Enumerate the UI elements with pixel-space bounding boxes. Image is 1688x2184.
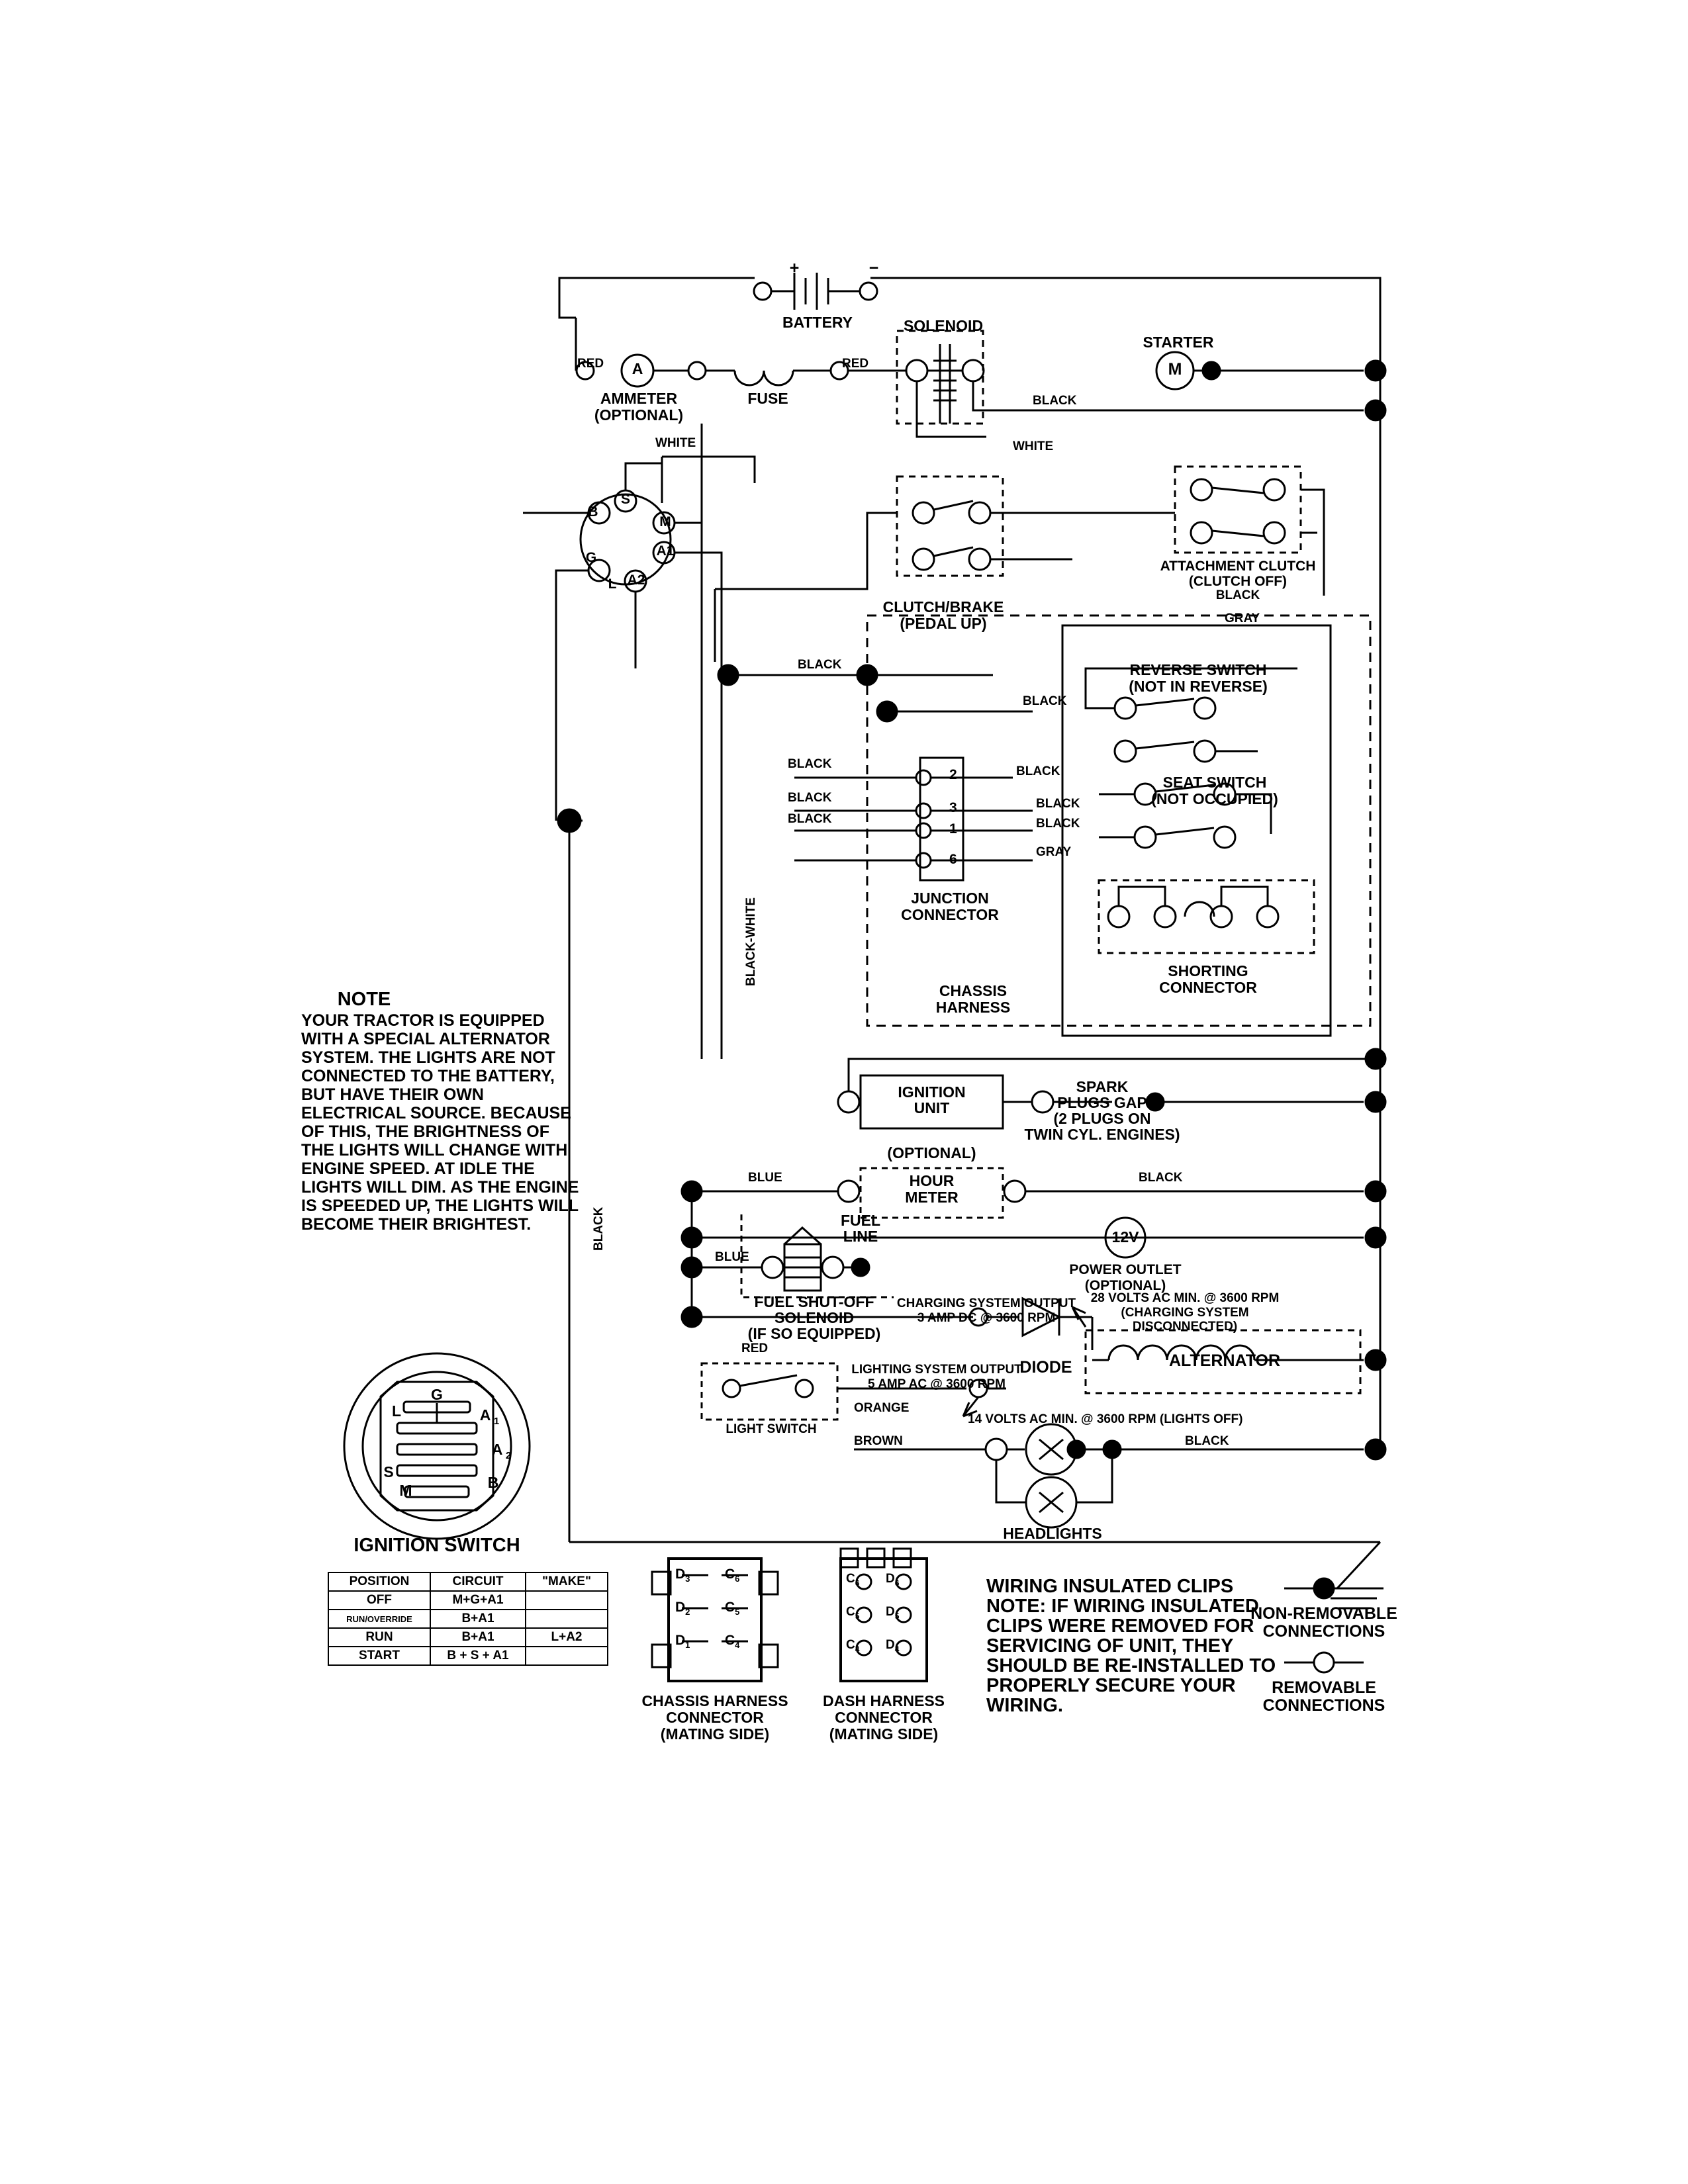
wire-label-black-hour: BLACK	[1139, 1171, 1183, 1185]
cell-circuit-runoverride: B+A1	[430, 1610, 526, 1628]
chassis-pin-d2: $D_2$	[675, 1600, 690, 1617]
fuel-line-label: FUEL	[840, 1212, 881, 1229]
wire-label-brown: BROWN	[854, 1434, 903, 1448]
wire-label-blue-2: BLUE	[715, 1250, 749, 1264]
wire-label-black-main: BLACK	[798, 658, 842, 672]
ign-terminal-l: L	[608, 576, 617, 592]
chassis-connector-label: CHASSIS HARNESS	[641, 1692, 788, 1709]
ign-face-a2: A	[491, 1441, 503, 1458]
ammeter-symbol: A	[632, 360, 643, 377]
wire-label-black-b: BLACK	[1016, 764, 1060, 778]
wire-label-gray-seat: GRAY	[1036, 845, 1072, 859]
cell-position-run: RUN	[328, 1628, 430, 1647]
diode-label: DIODE	[1019, 1358, 1072, 1377]
charging-output-label2: 3 AMP DC @ 3600 RPM	[917, 1311, 1056, 1325]
ign-face-g: G	[431, 1386, 443, 1403]
solenoid-label: SOLENOID	[903, 317, 984, 334]
shorting-connector-label2: CONNECTOR	[1159, 979, 1257, 996]
dash-pin-d4: $D_4$	[886, 1638, 900, 1654]
cell-position-runoverride: RUN/OVERRIDE	[328, 1610, 430, 1628]
seat-switch-state-label: (NOT OCCUPIED)	[1151, 790, 1278, 807]
charging-volts-label: 28 VOLTS AC MIN. @ 3600 RPM	[1090, 1291, 1280, 1305]
ign-terminal-g: G	[585, 550, 597, 565]
starter-symbol: M	[1168, 360, 1182, 379]
chassis-pin-c4: $C_4$	[725, 1633, 740, 1651]
ign-face-m: M	[399, 1482, 412, 1499]
chassis-pin-d1: $D_1$	[675, 1633, 690, 1651]
ign-terminal-b: B	[588, 504, 598, 520]
table-row	[328, 1591, 608, 1610]
wire-label-white-left: WHITE	[655, 436, 696, 450]
clips-note-line5: SHOULD BE RE-INSTALLED TO	[986, 1655, 1276, 1676]
wire-label-white-right: WHITE	[1013, 439, 1054, 453]
battery-label: BATTERY	[782, 314, 853, 331]
power-outlet-label: POWER OUTLET	[1069, 1262, 1182, 1277]
spark-plugs-label3: (2 PLUGS ON	[1053, 1110, 1151, 1127]
ign-face-l: L	[391, 1402, 402, 1420]
wire-label-black-g: BLACK	[788, 812, 832, 826]
junction-connector-label2: CONNECTOR	[901, 906, 999, 923]
wire-label-red-1: RED	[577, 357, 604, 371]
attachment-clutch-label: ATTACHMENT CLUTCH	[1160, 559, 1316, 574]
clips-note-line4: SERVICING OF UNIT, THEY	[986, 1635, 1234, 1657]
table-row	[328, 1647, 608, 1665]
hour-meter-label2: METER	[905, 1189, 959, 1206]
battery-minus-label: −	[868, 259, 879, 277]
cell-make-runoverride	[526, 1610, 608, 1628]
cell-circuit-start: B + S + A1	[430, 1647, 526, 1665]
seat-switch-label: SEAT SWITCH	[1162, 774, 1267, 791]
reverse-switch-label: REVERSE SWITCH	[1129, 661, 1267, 678]
charging-volts-label2: (CHARGING SYSTEM DISCONNECTED)	[1121, 1306, 1249, 1334]
ign-face-a1: A	[479, 1406, 491, 1424]
ignition-unit-label: IGNITION	[898, 1083, 966, 1101]
charging-output-label: CHARGING SYSTEM OUTPUT	[896, 1297, 1076, 1310]
chassis-pin-c5: $C_5$	[725, 1600, 740, 1617]
junction-pin-6: 6	[949, 852, 957, 867]
table-row	[328, 1628, 608, 1647]
hour-meter-optional-label: (OPTIONAL)	[887, 1144, 976, 1161]
junction-pin-1: 1	[949, 821, 957, 837]
wire-label-red-2: RED	[842, 357, 869, 371]
dash-connector-label: DASH HARNESS	[822, 1692, 945, 1709]
ign-face-b: B	[487, 1474, 499, 1491]
note-body: YOUR TRACTOR IS EQUIPPED WITH A SPECIAL ALTERNATOR SYSTEM. THE LIGHTS ARE NOT CONNECTED TO THE BATTERY, BUT HAVE THEIR OWN ELECTRICAL SOURCE. BECAUSE OF THIS, THE BRIGHTNESS OF THE LIGHTS WILL CHANGE WITH ENGINE SPEED. AT IDLE THE LIGHTS WILL DIM. AS THE ENGINE IS SPEEDED UP, THE LIGHTS WILL BECOME THEIR BRIGHTEST.	[301, 1011, 579, 1234]
fuel-shutoff-label3: (IF SO EQUIPPED)	[747, 1325, 881, 1342]
junction-pin-3: 3	[949, 800, 957, 815]
ign-face-a1-sub: 1	[493, 1416, 500, 1427]
chassis-pin-d3: $D_3$	[675, 1567, 690, 1584]
wire-label-black-e: BLACK	[788, 757, 832, 771]
wire-label-black-white-vertical: BLACK-WHITE	[744, 897, 758, 986]
dash-pin-c5: $C_5$	[846, 1605, 860, 1621]
alternator-label: ALTERNATOR	[1168, 1351, 1281, 1370]
reverse-switch-state-label: (NOT IN REVERSE)	[1129, 678, 1268, 695]
dash-connector-label2: CONNECTOR	[835, 1709, 933, 1726]
lighting-output-label: LIGHTING SYSTEM OUTPUT	[851, 1363, 1022, 1377]
ign-terminal-m: M	[659, 514, 671, 529]
note-title: NOTE	[337, 989, 391, 1010]
ammeter-label: AMMETER	[600, 390, 678, 407]
spark-plugs-label4: TWIN CYL. ENGINES)	[1024, 1126, 1180, 1143]
wire-label-black-starter: BLACK	[1033, 394, 1077, 408]
ammeter-optional-label: (OPTIONAL)	[594, 406, 684, 424]
cell-make-start	[526, 1647, 608, 1665]
wire-label-black-attach: BLACK	[1215, 588, 1260, 602]
dash-pin-d6: $D_6$	[886, 1572, 900, 1588]
light-switch-label: LIGHT SWITCH	[726, 1422, 817, 1436]
lighting-output-label2: 5 AMP AC @ 3600 RPM	[868, 1377, 1006, 1391]
wire-label-black-a: BLACK	[1023, 694, 1067, 708]
junction-pin-2: 2	[949, 767, 957, 782]
dash-pin-d5: $D_5$	[886, 1605, 900, 1621]
th-position: POSITION	[328, 1572, 430, 1591]
dash-pin-c4: $C_4$	[846, 1638, 860, 1654]
wire-label-black-d: BLACK	[1036, 817, 1080, 831]
wire-label-black-c: BLACK	[1036, 797, 1080, 811]
clips-note-line2: NOTE: IF WIRING INSULATED	[986, 1596, 1259, 1617]
fuel-line-label2: LINE	[843, 1228, 878, 1245]
ign-face-a2-sub: 2	[505, 1450, 512, 1461]
wire-label-orange: ORANGE	[854, 1401, 910, 1415]
legend-removable2: CONNECTIONS	[1262, 1696, 1385, 1715]
th-make: "MAKE"	[526, 1572, 608, 1591]
chassis-pin-c6: $C_6$	[725, 1567, 740, 1584]
dash-pin-c6: $C_6$	[846, 1572, 860, 1588]
legend-non-removable: NON-REMOVABLE	[1250, 1604, 1397, 1623]
fuel-shutoff-label2: SOLENOID	[774, 1309, 855, 1326]
ign-face-s: S	[383, 1463, 394, 1480]
legend-non-removable2: CONNECTIONS	[1262, 1622, 1385, 1641]
chassis-connector-label2: CONNECTOR	[666, 1709, 764, 1726]
fuse-label: FUSE	[747, 390, 788, 407]
wire-label-red-3: RED	[741, 1342, 769, 1355]
spark-plugs-label: SPARK	[1076, 1078, 1129, 1095]
spark-plugs-label2: PLUGS GAP	[1057, 1094, 1147, 1111]
attachment-clutch-state-label: (CLUTCH OFF)	[1188, 574, 1288, 589]
ign-terminal-s: S	[620, 492, 630, 507]
dash-connector-label3: (MATING SIDE)	[829, 1725, 939, 1743]
cell-make-off	[526, 1591, 608, 1610]
ign-terminal-a1: A1	[656, 543, 675, 559]
starter-label: STARTER	[1143, 334, 1214, 351]
clutch-brake-state-label: (PEDAL UP)	[900, 615, 987, 632]
power-outlet-volts-label: 12V	[1111, 1228, 1139, 1246]
table-row	[328, 1610, 608, 1628]
cell-circuit-off: M+G+A1	[430, 1591, 526, 1610]
headlights-label: HEADLIGHTS	[1003, 1525, 1102, 1542]
ignition-switch-title: IGNITION SWITCH	[353, 1535, 520, 1556]
wire-label-black-vertical: BLACK	[592, 1206, 606, 1251]
shorting-connector-label: SHORTING	[1168, 962, 1248, 979]
legend-removable: REMOVABLE	[1272, 1678, 1376, 1697]
position-table	[328, 1572, 608, 1666]
cell-circuit-run: B+A1	[430, 1628, 526, 1647]
hour-meter-label: HOUR	[909, 1172, 955, 1189]
clips-note-line6: PROPERLY SECURE YOUR	[986, 1675, 1236, 1696]
wire-label-gray-reverse: GRAY	[1225, 612, 1260, 625]
cell-position-start: START	[328, 1647, 430, 1665]
clips-note-line1: WIRING INSULATED CLIPS	[986, 1576, 1234, 1597]
ign-terminal-a2: A2	[627, 572, 645, 588]
wire-label-black-headlight: BLACK	[1185, 1434, 1229, 1448]
chassis-harness-label2: HARNESS	[935, 999, 1011, 1016]
chassis-connector-label3: (MATING SIDE)	[660, 1725, 770, 1743]
lighting-volts-label: 14 VOLTS AC MIN. @ 3600 RPM (LIGHTS OFF)	[968, 1412, 1243, 1426]
cell-make-run: L+A2	[526, 1628, 608, 1647]
table-header-row	[328, 1572, 608, 1591]
battery-plus-label: +	[789, 259, 800, 277]
chassis-harness-label: CHASSIS	[939, 982, 1008, 999]
clips-note-line3: CLIPS WERE REMOVED FOR	[986, 1615, 1254, 1637]
junction-connector-label: JUNCTION	[911, 889, 989, 907]
wire-label-black-f: BLACK	[788, 791, 832, 805]
fuel-shutoff-label: FUEL SHUT-OFF	[754, 1293, 874, 1310]
ignition-unit-label2: UNIT	[914, 1099, 950, 1116]
power-outlet-optional-label: (OPTIONAL)	[1084, 1278, 1166, 1293]
cell-position-off: OFF	[328, 1591, 430, 1610]
wire-label-blue-1: BLUE	[748, 1171, 782, 1185]
clips-note-line7: WIRING.	[986, 1695, 1063, 1716]
clutch-brake-label: CLUTCH/BRAKE	[882, 598, 1004, 615]
th-circuit: CIRCUIT	[430, 1572, 526, 1591]
